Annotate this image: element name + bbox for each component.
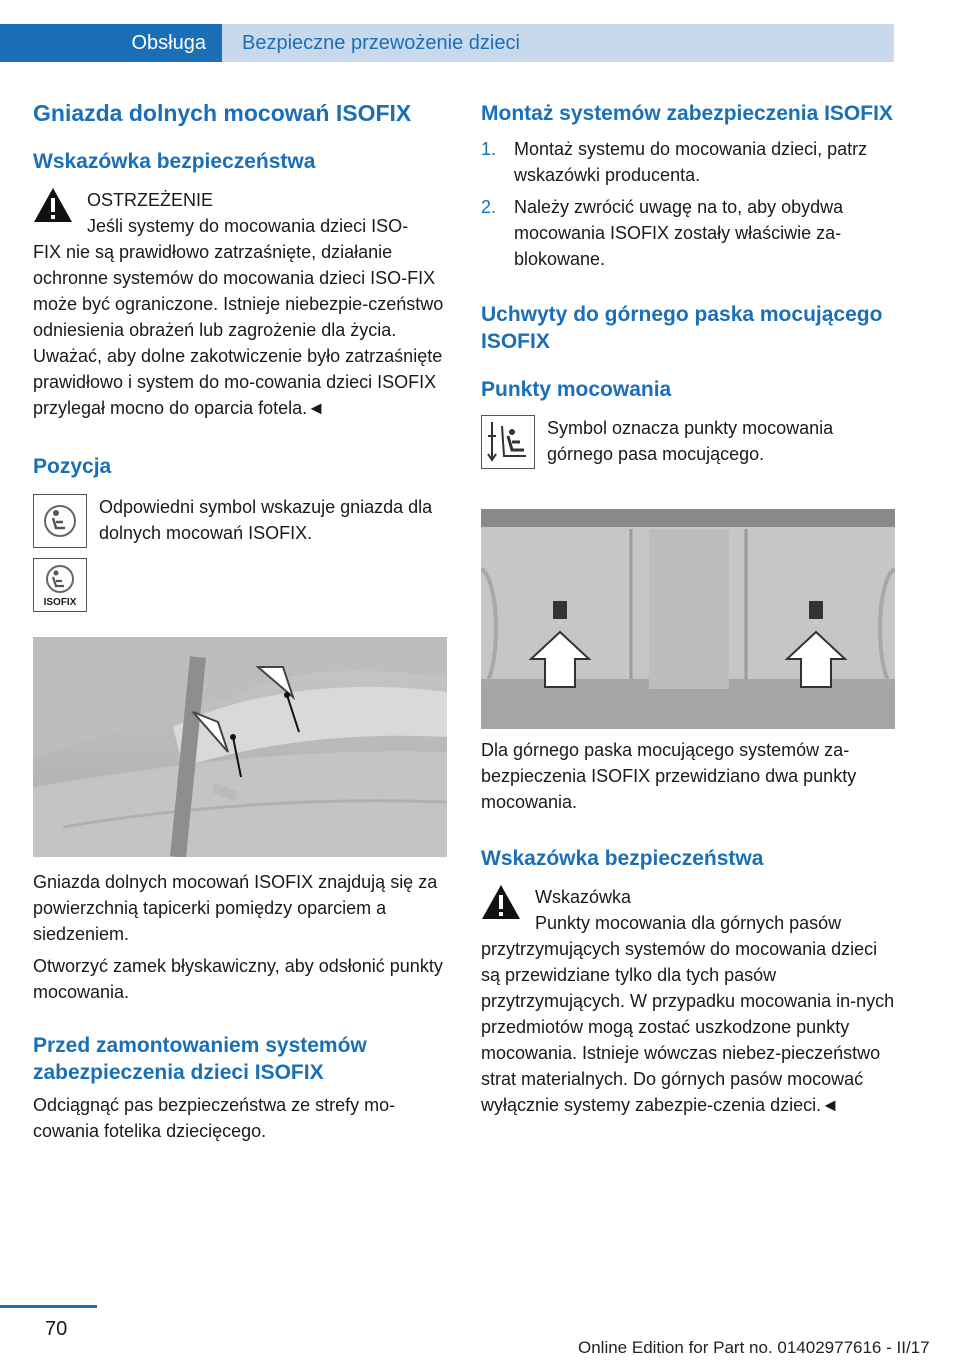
heading-safety-note: Wskazówka bezpieczeństwa	[481, 847, 764, 870]
heading-safety-note: Wskazówka bezpieczeństwa	[33, 150, 316, 173]
tab-bezpieczne-przewozenie[interactable]: Bezpieczne przewożenie dzieci	[222, 24, 894, 62]
isofix-labeled-symbol-icon	[33, 558, 87, 612]
top-tether-anchor-icon	[481, 415, 535, 469]
list-item: 1. Montaż systemu do mocowania dzieci, patrz wskazówki producenta.	[481, 139, 868, 185]
anchor-symbol-row	[481, 415, 895, 481]
position-symbols	[33, 494, 447, 614]
anchor-points-photo	[481, 509, 895, 729]
warning-text: FIX nie są prawidłowo zatrzaśnięte, działanie ochronne systemów do mocowania dzieci ISO‐FIX może być ograniczone. Istnieje niebezpie‐czeństwo odniesienia obrażeń lub zagrożenie dla życia. Uważać, aby dolne zakotwiczenie było zatrzaśnięte prawidłowo i system do mo‐cowania dzieci ISOFIX przylegał mocno do oparcia fotela.◄	[33, 242, 444, 418]
before-mounting-text: Odciągnąć pas bezpieczeństwa ze strefy mo‐cowania fotelika dziecięcego.	[33, 1095, 396, 1141]
open-zipper-text: Otworzyć zamek błyskawiczny, aby odsłonić punkty mocowania.	[33, 956, 443, 1002]
position-text: Odpowiedni symbol wskazuje gniazda dla dolnych mocowań ISOFIX.	[99, 497, 433, 543]
note-block	[481, 884, 895, 1118]
anchor-points-text: Symbol oznacza punkty mocowania górnego pasa mocującego.	[547, 418, 834, 464]
anchor-points-count-text: Dla górnego paska mocującego systemów za‐bezpieczenia ISOFIX przewidziano dwa punkty mocowania.	[481, 740, 857, 812]
left-column	[33, 100, 447, 1144]
warning-triangle-icon	[33, 187, 73, 223]
warning-block	[33, 187, 447, 421]
warning-triangle-icon	[481, 884, 521, 920]
warning-text-line1: Jeśli systemy do mocowania dzieci ISO‐	[87, 216, 409, 236]
heading-isofix-mounting: Montaż systemów zabezpieczenia ISOFIX	[481, 102, 893, 125]
list-item: 2. Należy zwrócić uwagę na to, aby obydwa mocowania ISOFIX zostały właściwie za‐blokowane.	[481, 197, 844, 269]
heading-before-mounting: Przed zamontowaniem systemów zabezpieczenia dzieci ISOFIX	[33, 1034, 367, 1084]
heading-anchor-points: Punkty mocowania	[481, 378, 672, 401]
isofix-seat-symbol-icon	[33, 494, 87, 548]
page-number: 70	[45, 1318, 68, 1340]
lower-anchors-location-text: Gniazda dolnych mocowań ISOFIX znajdują się za powierzchnią tapicerki pomiędzy oparciem a siedzeniem.	[33, 872, 438, 944]
note-title: Wskazówka	[535, 887, 632, 907]
footer-rule	[0, 1305, 97, 1308]
warning-title: OSTRZEŻENIE	[87, 190, 214, 210]
edition-text: Online Edition for Part no. 01402977616 - II/17	[578, 1338, 930, 1357]
heading-isofix-lower-anchors: Gniazda dolnych mocowań ISOFIX	[33, 100, 412, 126]
note-text-line1: Punkty mocowania dla górnych pasów	[535, 913, 842, 933]
isofix-symbol-label: ISOFIX	[43, 597, 77, 608]
header-bar	[0, 0, 960, 62]
tab-obsluga[interactable]: Obsługa	[0, 24, 222, 62]
isofix-seat-photo	[33, 637, 447, 857]
heading-position: Pozycja	[33, 455, 112, 478]
heading-top-tether-handles: Uchwyty do górnego paska mocującego ISOFIX	[481, 303, 883, 353]
right-column	[481, 100, 895, 1118]
note-text: przytrzymujących systemów do mocowania dzieci są przewidziane tylko dla tych pasów przytrzymujących. W przypadku mocowania in‐nych przedmiotów mogą zostać uszkodzone punkty mocowania. Istnieje wówczas niebez‐pieczeństwo strat materialnych. Do górnych pasów mocować wyłącznie systemy zabezpie‐czenia dzieci.◄	[481, 939, 895, 1115]
mounting-steps	[481, 136, 895, 272]
